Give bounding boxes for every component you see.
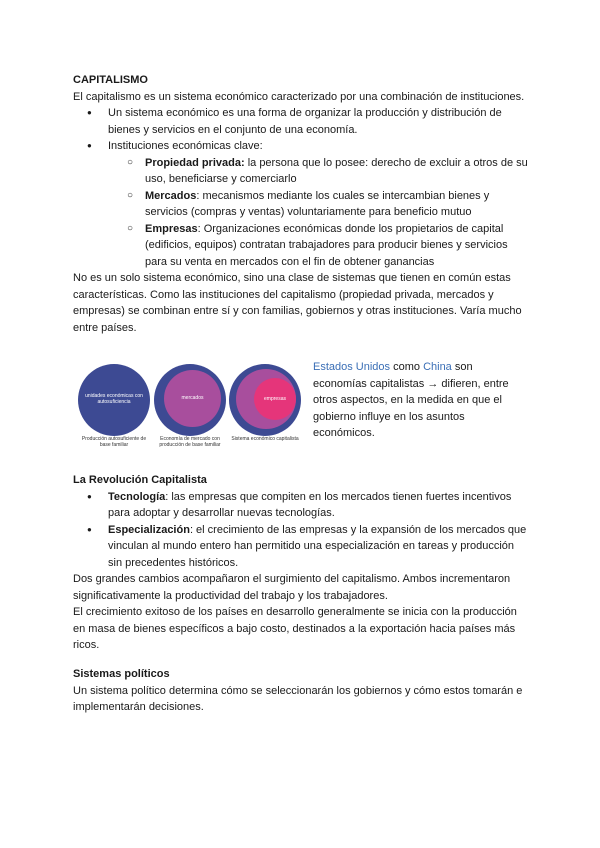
- definition: : mecanismos mediante los cuales se intercambian bienes y servicios (compras y ventas) voluntariamente para beneficio mutuo: [145, 189, 490, 218]
- list-item: [73, 522, 528, 572]
- text: como: [390, 361, 424, 373]
- section-title: CAPITALISMO: [73, 74, 148, 86]
- term: Tecnología: [108, 490, 166, 503]
- definition: : las empresas que compiten en los mercados tienen fuertes incentivos para adoptar y desarrollar nuevas tecnologías.: [108, 490, 512, 519]
- term: Mercados: [145, 189, 197, 202]
- figure-caption: Sistema económico capitalista: [231, 436, 299, 442]
- definition: la persona que lo posee: derecho de excluir a otros de su uso, beneficiarse y comerciarlo: [145, 156, 528, 185]
- side-paragraph: [313, 359, 528, 442]
- link-estados-unidos[interactable]: Estados Unidos: [313, 361, 391, 373]
- circle-label: unidades económicas con autosuficiencia: [85, 393, 143, 405]
- list-item: [73, 188, 528, 221]
- link-china[interactable]: China: [423, 361, 452, 373]
- paragraph: Dos grandes cambios acompañaron el surgimiento del capitalismo. Ambos incrementaron significativamente la productividad del trabajo y los trabajadores.: [73, 573, 511, 602]
- paragraph: El capitalismo es un sistema económico caracterizado por una combinación de instituciones.: [73, 90, 525, 103]
- list-item: [73, 489, 528, 522]
- circles-figure: [73, 362, 305, 458]
- definition: : Organizaciones económicas donde los propietarios de capital (edificios, equipos) contratan trabajadores para producir bienes y servicios para su venta en mercados con el fin de obtener ganancias: [145, 222, 508, 268]
- figure-caption: Economía de mercado con producción de base familiar: [159, 436, 221, 448]
- sub-list: [73, 155, 528, 271]
- list-item: [73, 221, 528, 271]
- list-item: ● Instituciones económicas clave:: [73, 138, 528, 155]
- section-revolucion: [73, 472, 528, 654]
- paragraph: No es un solo sistema económico, sino una clase de sistemas que tienen en común estas características. Como las instituciones del capitalismo (propiedad privada, mercados y empresas) se combinan entre sí y con familias, gobiernos y otras instituciones. Varía mucho entre países.: [73, 272, 522, 334]
- list-item: ● Un sistema económico es una forma de organizar la producción y distribución de bienes y servicios en el conjunto de una economía.: [73, 105, 528, 138]
- section-title: La Revolución Capitalista: [73, 474, 207, 486]
- term: Propiedad privada:: [145, 156, 245, 169]
- term: Empresas: [145, 222, 198, 235]
- bullet-list: [73, 489, 528, 572]
- list-item: [73, 155, 528, 188]
- bullet-list: [73, 105, 528, 155]
- section-capitalismo: [73, 72, 528, 336]
- paragraph: El crecimiento exitoso de los países en desarrollo generalmente se inicia con la producción en masa de bienes específicos a bajo costo, destinados a la exportación hacia países más ricos.: [73, 606, 517, 651]
- paragraph: Un sistema político determina cómo se seleccionarán los gobiernos y cómo estos tomarán e implementarán decisiones.: [73, 684, 523, 713]
- circle-label: mercados: [181, 395, 204, 401]
- section-politicos: [73, 666, 528, 716]
- text: son economías capitalistas → difieren, entre otros aspectos, en la medida en que el gobierno influye en los asuntos económicos.: [313, 361, 509, 439]
- section-title: Sistemas políticos: [73, 668, 170, 680]
- circle-label: empresas: [264, 396, 286, 402]
- figure-caption: Producción autosuficiente de base familiar: [81, 436, 147, 448]
- term: Especialización: [108, 523, 190, 536]
- definition: : el crecimiento de las empresas y la expansión de los mercados que vinculan al mundo entero han permitido una especialización en tareas y producción sin precedentes históricos.: [108, 523, 527, 569]
